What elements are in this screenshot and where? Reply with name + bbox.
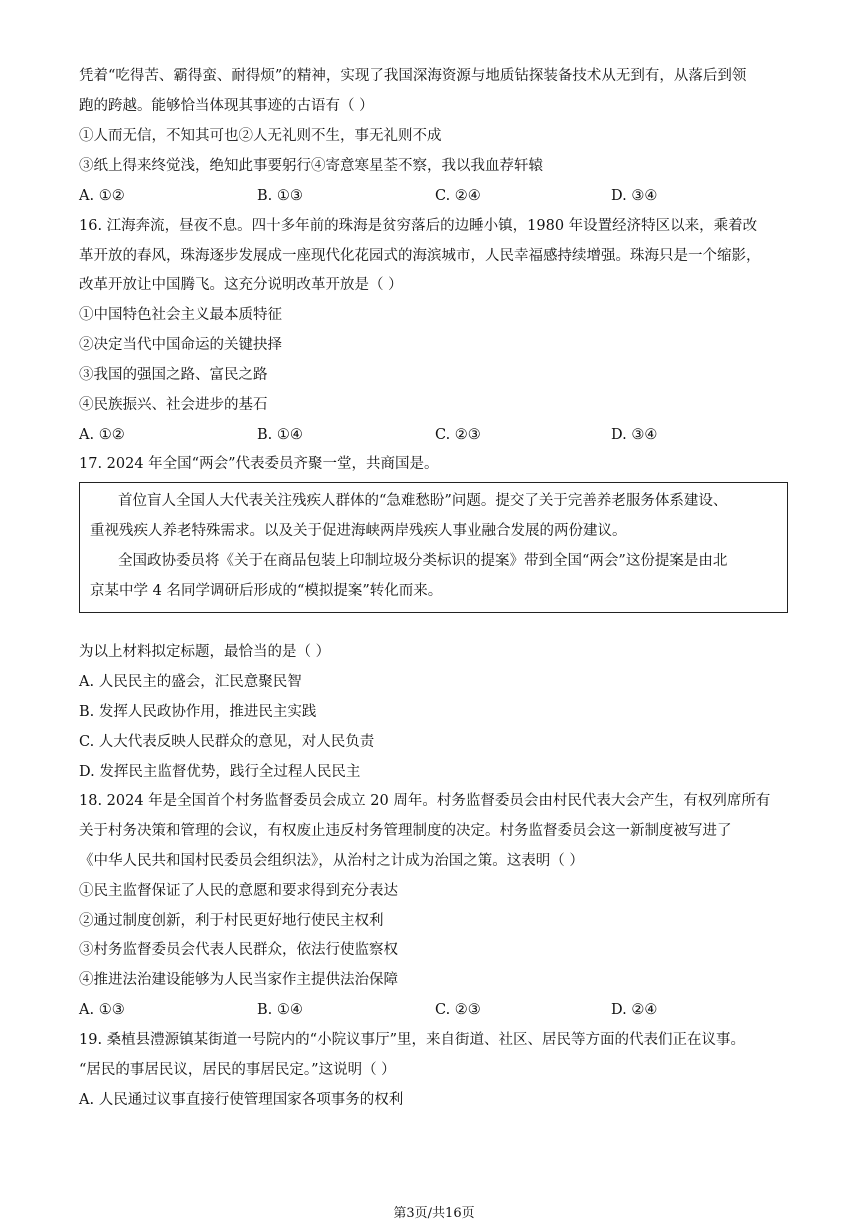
page-number-footer: 第3页/共16页	[393, 1206, 475, 1221]
q16-statement-2: ②决定当代中国命运的关键抉择	[79, 337, 282, 353]
q15-option-b: B. ①③	[257, 188, 303, 204]
q17-material-line-3: 全国政协委员将《关于在商品包装上印制垃圾分类标识的提案》带到全国“两会”这份提案是由北	[118, 553, 728, 569]
q15-option-d: D. ③④	[611, 188, 658, 204]
q16-statement-3: ③我国的强国之路、富民之路	[79, 367, 268, 383]
q15-statement-line-2: ③纸上得来终觉浅，绝知此事要躬行④寄意寒星荃不察，我以我血荐轩辕	[79, 158, 543, 174]
q17-stem-line-1: 17. 2024 年全国“两会”代表委员齐聚一堂，共商国是。	[79, 456, 439, 472]
q18-statement-1: ①民主监督保证了人民的意愿和要求得到充分表达	[79, 883, 398, 899]
q18-option-a: A. ①③	[79, 1002, 125, 1018]
q18-statement-3: ③村务监督委员会代表人民群众，依法行使监察权	[79, 942, 398, 958]
q18-stem-line-3: 《中华人民共和国村民委员会组织法》，从治村之计成为治国之策。这表明（ ）	[79, 853, 584, 869]
q16-option-d: D. ③④	[611, 427, 658, 443]
q16-statement-4: ④民族振兴、社会进步的基石	[79, 397, 268, 413]
q19-stem-line-2: “居民的事居民议，居民的事居民定。”这说明（ ）	[79, 1062, 396, 1078]
q17-option-a: A. 人民民主的盛会，汇民意聚民智	[79, 674, 302, 690]
q17-material-line-4: 京某中学 4 名同学调研后形成的“模拟提案”转化而来。	[90, 583, 443, 599]
q18-options	[79, 1000, 799, 1020]
q18-statement-4: ④推进法治建设能够为人民当家作主提供法治保障	[79, 972, 398, 988]
q17-option-b: B. 发挥人民政协作用，推进民主实践	[79, 704, 317, 720]
q15-option-c: C. ②④	[435, 188, 481, 204]
q18-stem-line-1: 18. 2024 年是全国首个村务监督委员会成立 20 周年。村务监督委员会由村民代表大会产生，有权列席所有	[79, 793, 771, 809]
q15-option-a: A. ①②	[79, 188, 125, 204]
q16-statement-1: ①中国特色社会主义最本质特征	[79, 307, 282, 323]
q18-statement-2: ②通过制度创新，利于村民更好地行使民主权利	[79, 913, 384, 929]
q15-stem-line-2: 跑的跨越。能够恰当体现其事迹的古语有（ ）	[79, 98, 374, 114]
q18-stem-line-2: 关于村务决策和管理的会议，有权废止违反村务管理制度的决定。村务监督委员会这一新制度被写进了	[79, 823, 732, 839]
q18-option-d: D. ②④	[611, 1002, 658, 1018]
q17-question: 为以上材料拟定标题，最恰当的是（ ）	[79, 644, 331, 660]
q18-option-b: B. ①④	[257, 1002, 303, 1018]
q16-option-a: A. ①②	[79, 427, 125, 443]
q16-option-c: C. ②③	[435, 427, 481, 443]
q16-stem-line-3: 改革开放让中国腾飞。这充分说明改革开放是（ ）	[79, 277, 403, 293]
q16-options	[79, 425, 799, 445]
q15-options	[79, 186, 799, 206]
q17-option-d: D. 发挥民主监督优势，践行全过程人民民主	[79, 764, 361, 780]
q17-option-c: C. 人大代表反映人民群众的意见，对人民负责	[79, 734, 375, 750]
q19-option-a: A. 人民通过议事直接行使管理国家各项事务的权利	[79, 1092, 404, 1108]
q16-option-b: B. ①④	[257, 427, 303, 443]
q16-stem-line-2: 革开放的春风，珠海逐步发展成一座现代化花园式的海滨城市，人民幸福感持续增强。珠海只是一个缩影，	[79, 248, 761, 264]
q16-stem-line-1: 16. 江海奔流，昼夜不息。四十多年前的珠海是贫穷落后的边睡小镇，1980 年设置经济特区以来，乘着改	[79, 218, 758, 234]
q17-material-line-2: 重视残疾人养老特殊需求。以及关于促进海峡两岸残疾人事业融合发展的两份建议。	[90, 523, 627, 539]
q19-stem-line-1: 19. 桑植县澧源镇某街道一号院内的“小院议事厅”里，来自街道、社区、居民等方面的代表们正在议事。	[79, 1032, 745, 1048]
q15-statement-line-1: ①人而无信，不知其可也②人无礼则不生，事无礼则不成	[79, 128, 442, 144]
q18-option-c: C. ②③	[435, 1002, 481, 1018]
q15-stem-line-1: 凭着“吃得苦、霸得蛮、耐得烦”的精神，实现了我国深海资源与地质钻探装备技术从无到有，从落后到领	[79, 68, 747, 84]
q17-material-box	[79, 482, 788, 613]
q17-material-line-1: 首位盲人全国人大代表关注残疾人群体的“急难愁盼”问题。提交了关于完善养老服务体系建设、	[118, 493, 728, 509]
